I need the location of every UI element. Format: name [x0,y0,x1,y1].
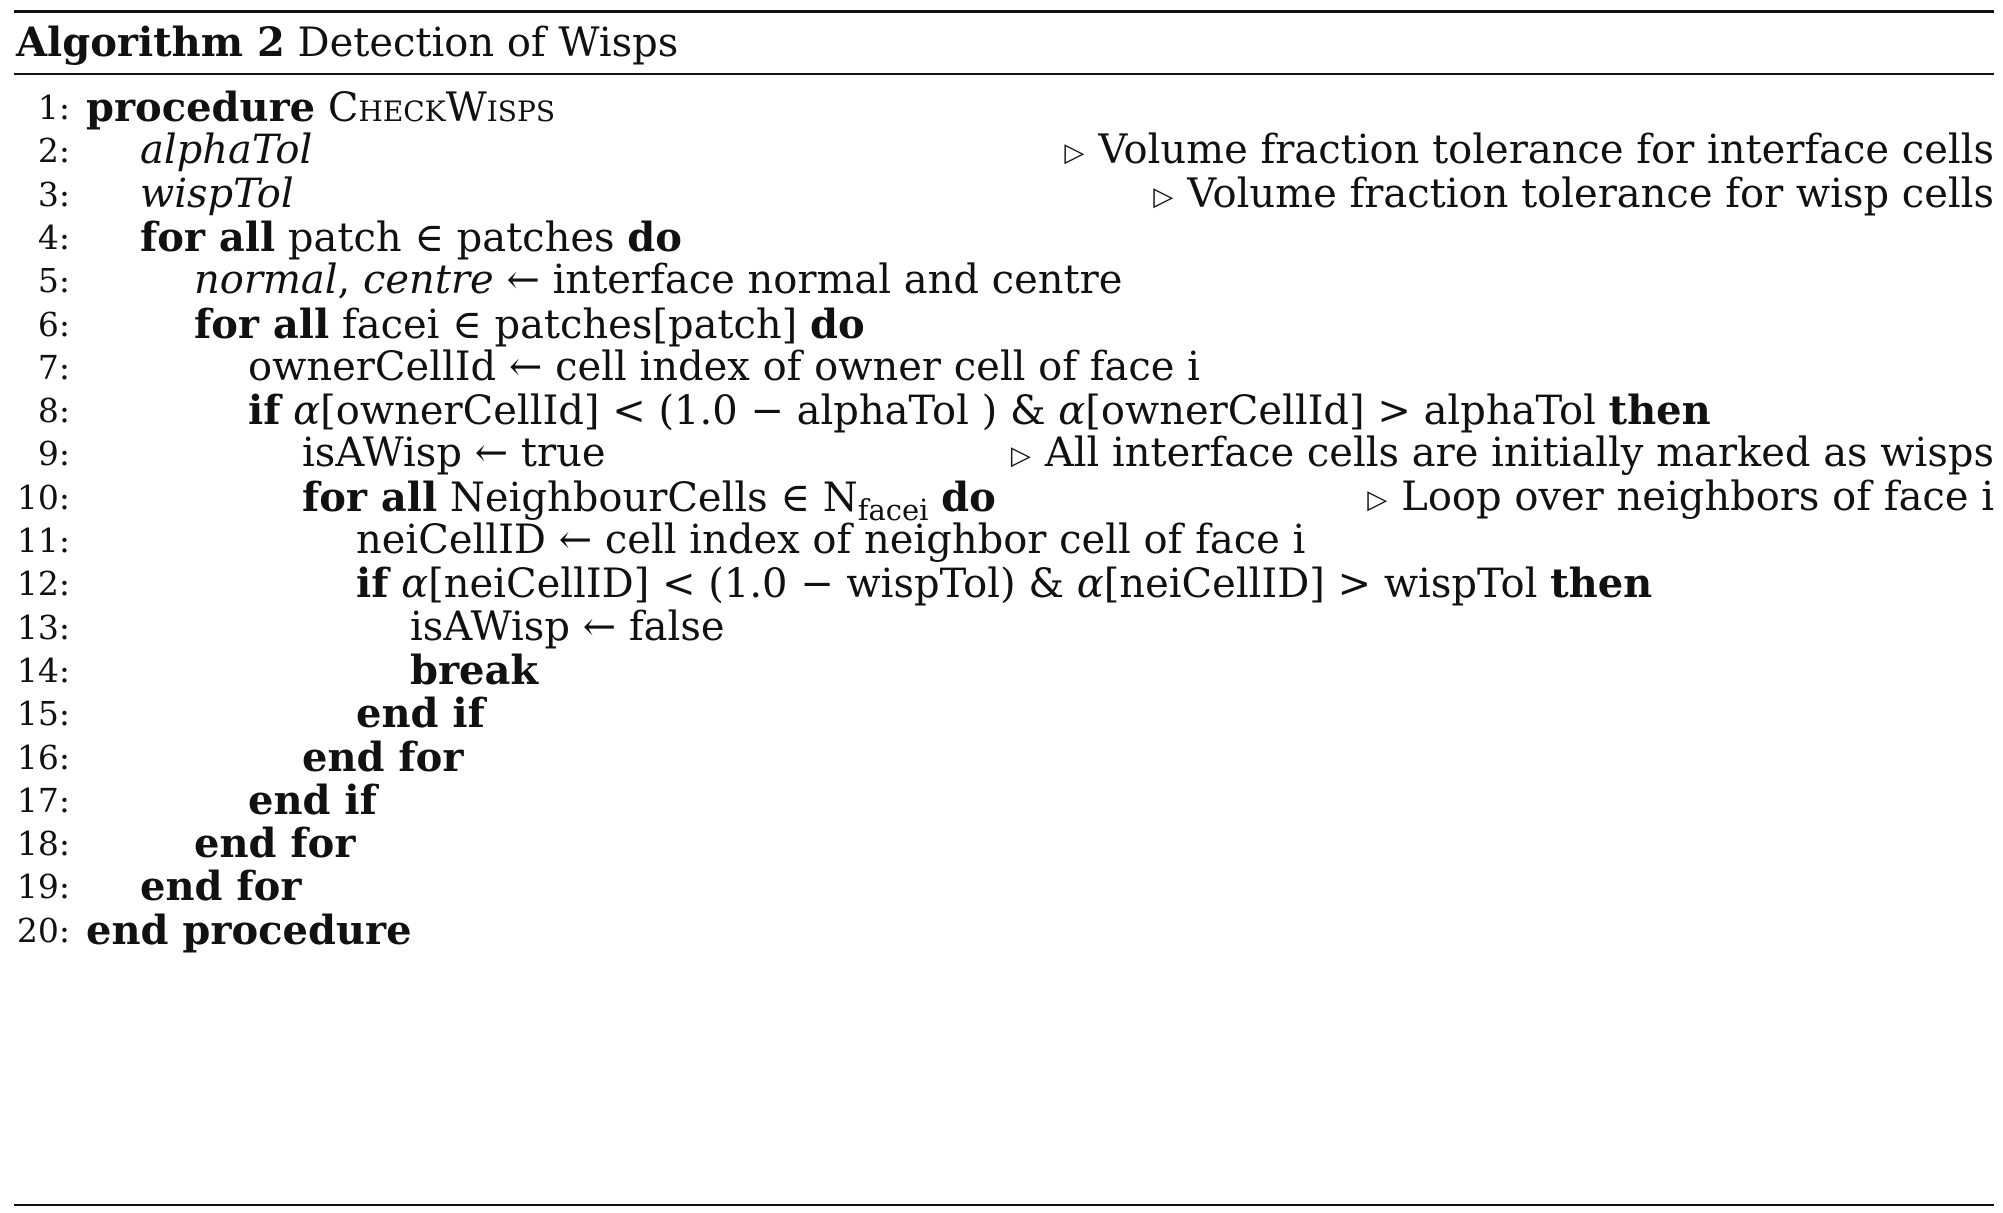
procedure-name: CheckWisps [327,85,556,131]
statement-text: ← interface normal and centre [493,257,1123,304]
statement-text: , [337,257,363,304]
statement-text: NeighbourCells ∈ N [437,474,858,521]
keyword: break [410,646,539,694]
comment-text: Volume fraction tolerance for wisp cells [1187,170,1994,217]
line-number: 12: [16,564,70,604]
comment-text: Loop over neighbors of face i [1401,473,1994,520]
keyword: do [941,473,996,521]
statement-text: [ownerCellId] < (1.0 − alphaTol ) & [320,388,1059,435]
statement-text: [neiCellID] > wispTol [1103,561,1551,608]
statement-text: ownerCellId ← cell index of owner cell of face i [248,343,1200,390]
keyword: end if [248,776,377,824]
keyword: if [248,387,281,435]
line-number: 7: [37,347,70,387]
statement-text: normal [194,257,338,304]
comment-triangle-icon: ▷ [1153,181,1174,212]
line-number: 15: [16,694,70,734]
statement-text: isAWisp ← false [410,603,725,650]
line-number: 18: [16,824,70,864]
statement-text: centre [362,257,494,304]
keyword: procedure [86,84,316,131]
statement-text: [ownerCellId] > alphaTol [1085,388,1609,435]
subscript: facei [857,492,929,527]
line-number: 8: [37,391,70,431]
caption-label: Algorithm 2 [16,19,285,66]
comment-triangle-icon: ▷ [1064,138,1085,169]
keyword: for all [140,213,276,261]
comment-triangle-icon: ▷ [1010,441,1031,472]
keyword: for all [302,473,438,521]
statement-text: alphaTol [140,127,313,174]
algorithm-caption [14,13,1994,73]
statement-text: neiCellID ← cell index of neighbor cell of face i [356,517,1306,563]
caption-title: Detection of Wisps [297,20,679,66]
keyword: if [356,560,389,608]
keyword: for all [194,300,330,348]
line-number: 14: [16,650,70,690]
line-number: 4: [37,217,70,257]
statement-text: wispTol [140,170,294,217]
statement-text: patch ∈ patches [275,214,628,261]
statement-text: α [1058,388,1086,435]
algorithm-line [14,903,1994,958]
statement-text: α [401,561,429,608]
keyword: end procedure [86,906,412,954]
keyword: then [1550,560,1653,608]
line-number: 6: [37,304,70,344]
line-statement [86,903,412,959]
comment-text: All interface cells are initially marked as wisps [1044,430,1994,477]
keyword: end for [194,820,356,868]
statement-text: facei ∈ patches[patch] [329,301,810,348]
line-number: 1: [37,88,70,127]
keyword: end for [302,733,464,781]
line-number: 13: [16,607,70,647]
keyword: do [627,213,682,261]
line-number: 3: [37,174,70,214]
line-number: 2: [37,131,70,171]
statement-text: isAWisp ← true [302,430,606,477]
line-number: 5: [37,261,70,301]
line-number: 19: [16,867,70,907]
comment-text: Volume fraction tolerance for interface cells [1098,127,1994,174]
keyword: then [1608,387,1711,435]
statement-text: α [1076,561,1104,608]
algorithm-lines [14,75,1994,1194]
algorithm-block [14,10,1994,1194]
keyword: do [809,300,865,348]
keyword: end for [140,863,302,911]
line-number: 10: [16,477,70,517]
line-number: 20: [16,910,70,950]
line-number: 17: [16,780,70,820]
statement-text: [neiCellID] < (1.0 − wispTol) & [428,561,1077,608]
bottom-rule [14,1204,1994,1206]
line-number: 9: [37,434,70,474]
line-number: 11: [16,521,70,560]
keyword: end if [356,690,485,738]
comment-triangle-icon: ▷ [1367,484,1388,515]
line-number: 16: [16,737,70,777]
statement-text: α [293,388,321,435]
